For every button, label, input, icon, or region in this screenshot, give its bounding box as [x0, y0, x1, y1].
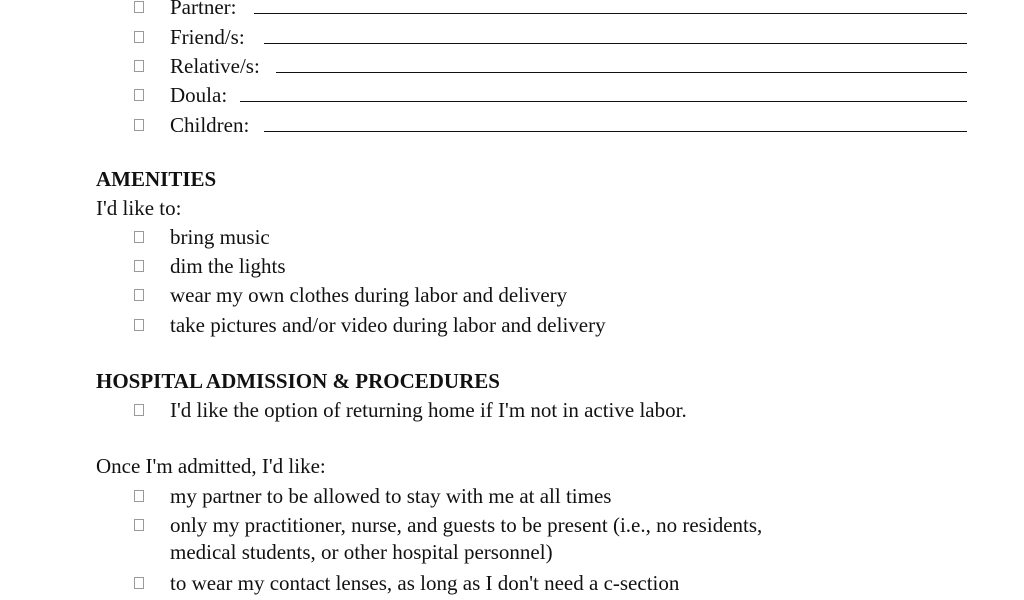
admission-item-label: my partner to be allowed to stay with me at all times	[170, 484, 612, 508]
attendee-row-friends	[0, 23, 1024, 52]
attendee-row-partner	[0, 0, 1024, 22]
attendee-row-doula	[0, 81, 1024, 110]
checkbox-icon[interactable]	[134, 31, 144, 43]
fill-in-line[interactable]	[264, 43, 967, 44]
checkbox-icon[interactable]	[134, 577, 144, 589]
admission-item-continuation: medical students, or other hospital personnel)	[170, 540, 553, 564]
fill-in-line[interactable]	[276, 72, 967, 73]
admission-item	[0, 482, 1024, 511]
fill-in-line[interactable]	[254, 13, 967, 14]
checkbox-icon[interactable]	[134, 260, 144, 272]
attendee-label: Relative/s:	[170, 54, 260, 78]
admission-item	[0, 569, 1024, 598]
admission-item	[0, 511, 1024, 540]
checkbox-icon[interactable]	[134, 404, 144, 416]
amenities-intro: I'd like to:	[96, 196, 182, 220]
fill-in-line[interactable]	[264, 131, 967, 132]
admission-option-label: I'd like the option of returning home if I'm not in active labor.	[170, 398, 687, 422]
checkbox-icon[interactable]	[134, 60, 144, 72]
attendee-label: Children:	[170, 113, 250, 137]
amenity-item	[0, 281, 1024, 310]
amenity-item	[0, 223, 1024, 252]
attendee-row-relatives	[0, 52, 1024, 81]
amenity-label: bring music	[170, 225, 270, 249]
admission-item-label: only my practitioner, nurse, and guests to be present (i.e., no residents,	[170, 513, 763, 537]
amenity-label: dim the lights	[170, 254, 286, 278]
amenity-item	[0, 252, 1024, 281]
checkbox-icon[interactable]	[134, 89, 144, 101]
checkbox-icon[interactable]	[134, 519, 144, 531]
amenity-label: wear my own clothes during labor and delivery	[170, 283, 568, 307]
admission-heading: HOSPITAL ADMISSION & PROCEDURES	[96, 369, 500, 393]
admission-item-label: to wear my contact lenses, as long as I don't need a c-section	[170, 571, 680, 595]
fill-in-line[interactable]	[240, 101, 967, 102]
admission-intro: Once I'm admitted, I'd like:	[96, 454, 326, 478]
checkbox-icon[interactable]	[134, 231, 144, 243]
attendee-label: Doula:	[170, 83, 228, 107]
amenities-heading: AMENITIES	[96, 167, 217, 191]
attendee-row-children	[0, 111, 1024, 140]
amenity-label: take pictures and/or video during labor and delivery	[170, 313, 606, 337]
amenity-item	[0, 311, 1024, 340]
checkbox-icon[interactable]	[134, 490, 144, 502]
attendee-label: Friend/s:	[170, 25, 245, 49]
admission-option-item	[0, 396, 1024, 425]
checkbox-icon[interactable]	[134, 1, 144, 13]
checkbox-icon[interactable]	[134, 319, 144, 331]
checkbox-icon[interactable]	[134, 119, 144, 131]
checkbox-icon[interactable]	[134, 289, 144, 301]
attendee-label: Partner:	[170, 0, 237, 19]
